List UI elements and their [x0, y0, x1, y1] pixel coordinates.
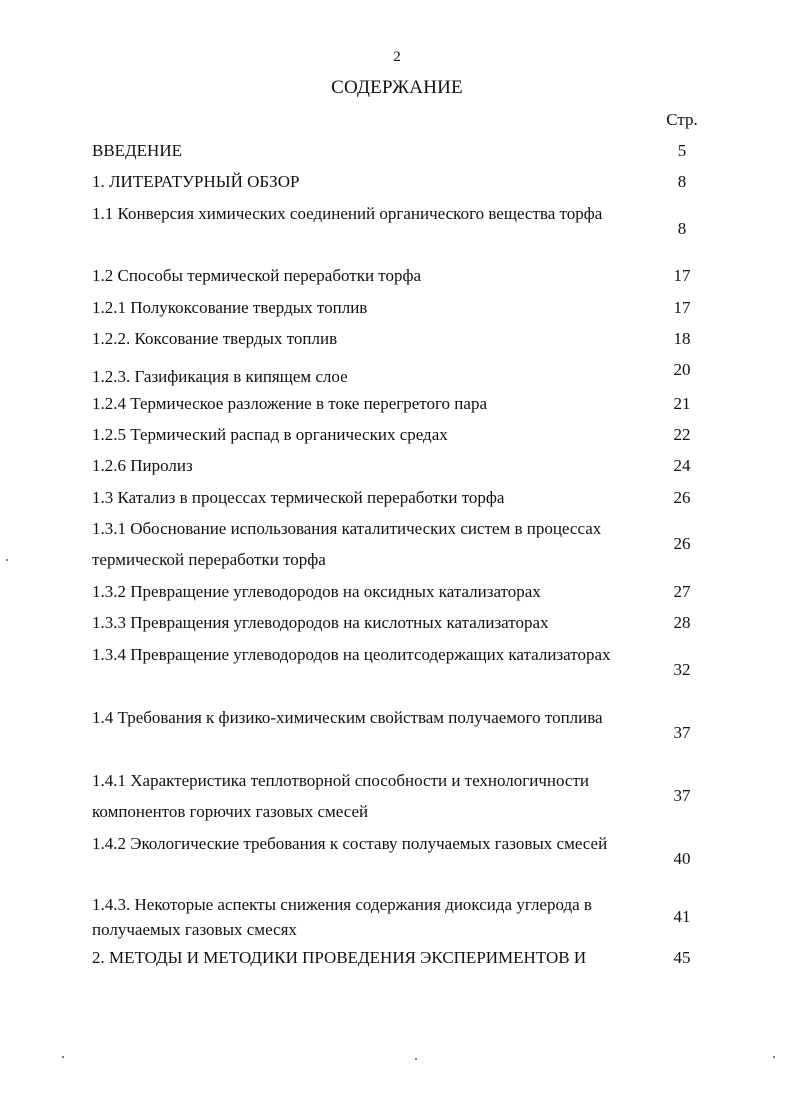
toc-entry-title: 1.3.2 Превращение углеводородов на оксидных катализаторах — [92, 582, 541, 601]
toc-entry-page: 27 — [673, 581, 691, 601]
toc-entry-page: 37 — [673, 723, 691, 742]
toc-entry-title: 1.3.4 Превращение углеводородов на цеолитсодержащих катализаторах — [92, 645, 611, 664]
toc-entry — [92, 702, 712, 764]
toc-entry-page: 22 — [673, 424, 691, 444]
toc-entry-page: 21 — [673, 393, 691, 413]
toc-entry-title: 1.4.1 Характеристика теплотворной способности и технологичности компонентов горючих газовых смесей — [92, 771, 589, 821]
toc-entry-page: 18 — [673, 328, 691, 348]
toc-entry — [92, 765, 712, 827]
toc-entry — [92, 354, 712, 388]
toc-entry-page: 45 — [673, 947, 691, 967]
toc-entry-title: 1.4.2 Экологические требования к составу получаемых газовых смесей — [92, 834, 608, 853]
toc-entry-page: 5 — [677, 140, 687, 160]
toc-entry-page: 40 — [673, 849, 691, 868]
toc-entry-title: 1. ЛИТЕРАТУРНЫЙ ОБЗОР — [92, 172, 300, 191]
scan-speck — [773, 1056, 775, 1058]
toc-entry — [92, 198, 712, 260]
toc-entry-page: 8 — [677, 219, 687, 238]
scan-speck — [415, 1058, 417, 1060]
toc-entry-title: 1.2.3. Газификация в кипящем слое — [92, 367, 348, 386]
toc-entry — [92, 388, 712, 419]
toc-entry — [92, 450, 712, 481]
toc-entry — [92, 482, 712, 513]
toc-entry — [92, 828, 712, 890]
toc-entry-title: 1.2.6 Пиролиз — [92, 456, 193, 475]
page-number: 2 — [393, 49, 401, 65]
toc-entry — [92, 260, 712, 291]
toc-entry-page: 24 — [673, 455, 691, 475]
toc-entry — [92, 942, 712, 973]
toc-entry-page: 26 — [673, 487, 691, 507]
toc-entry-title: 2. МЕТОДЫ И МЕТОДИКИ ПРОВЕДЕНИЯ ЭКСПЕРИМЕНТОВ И — [92, 948, 587, 967]
page-title: СОДЕРЖАНИЕ — [331, 77, 463, 98]
toc-entry — [92, 166, 712, 197]
scan-speck — [6, 559, 8, 561]
toc-entry-title: 1.4.3. Некоторые аспекты снижения содержания диоксида углерода в получаемых газовых смесях — [92, 895, 592, 939]
toc-entry-page: 17 — [673, 265, 691, 285]
toc-entry-title: 1.3.1 Обоснование использования каталитических систем в процессах термической переработки торфа — [92, 519, 602, 569]
scan-speck — [62, 1056, 64, 1058]
toc-entry — [92, 607, 712, 638]
toc-entry-title: 1.3 Катализ в процессах термической переработки торфа — [92, 488, 505, 507]
toc-entry-title: 1.2.2. Коксование твердых топлив — [92, 329, 338, 348]
toc-entry-page: 8 — [677, 171, 687, 191]
toc-entry-title: 1.2.4 Термическое разложение в токе перегретого пара — [92, 394, 487, 413]
toc-entry-title: 1.2 Способы термической переработки торфа — [92, 266, 422, 285]
toc-entry-page: 41 — [673, 907, 691, 926]
toc-entry — [92, 323, 712, 354]
toc-entry-page: 26 — [673, 534, 691, 553]
toc-entry-page: 37 — [673, 786, 691, 805]
toc-entry — [92, 892, 712, 942]
toc-entry — [92, 419, 712, 450]
toc-entry — [92, 292, 712, 323]
toc-entry-page: 32 — [673, 660, 691, 679]
toc-entry-page: 17 — [673, 297, 691, 317]
toc-entry-title: 1.2.5 Термический распад в органических средах — [92, 425, 448, 444]
toc-entry-title: ВВЕДЕНИЕ — [92, 141, 182, 160]
toc-entry — [92, 135, 712, 166]
toc-entry-page: 20 — [673, 360, 691, 379]
toc-entry-page: 28 — [673, 612, 691, 632]
toc-entry — [92, 513, 712, 575]
toc-entry-title: 1.4 Требования к физико-химическим свойствам получаемого топлива — [92, 708, 603, 727]
page-column-header: Стр. — [666, 110, 698, 129]
toc-entry-title: 1.2.1 Полукоксование твердых топлив — [92, 298, 368, 317]
toc-entry-title: 1.1 Конверсия химических соединений органического вещества торфа — [92, 204, 603, 223]
toc-entry-title: 1.3.3 Превращения углеводородов на кислотных катализаторах — [92, 613, 549, 632]
toc-entry — [92, 576, 712, 607]
toc-entry — [92, 639, 712, 701]
